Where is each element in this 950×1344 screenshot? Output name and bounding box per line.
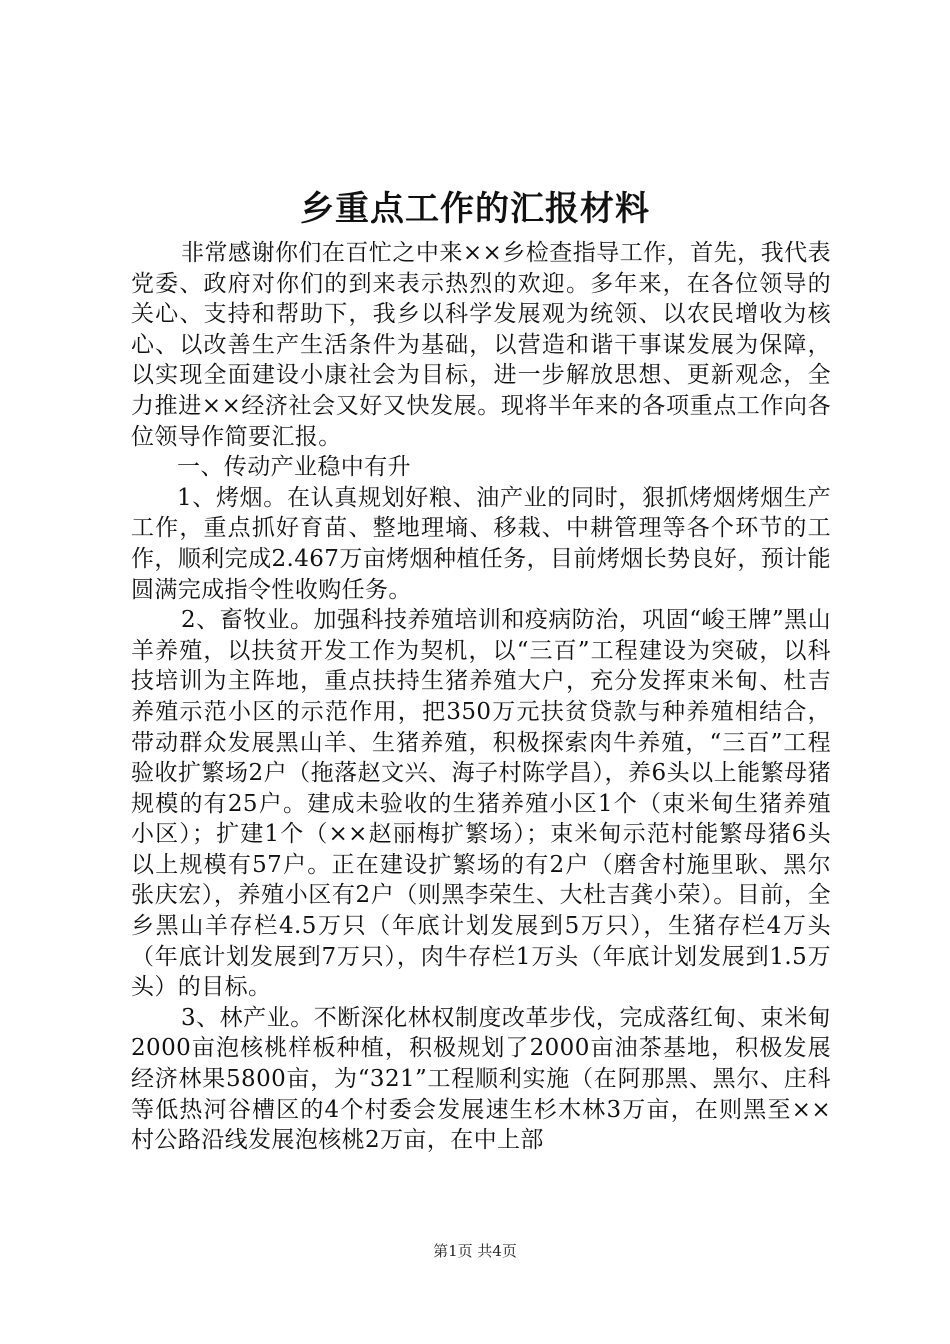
document-body xyxy=(131,238,831,1156)
forestry-paragraph: 3、林产业。不断深化林权制度改革步伐，完成落红甸、束米甸2000亩泡核桃样板种植，积极规划了2000亩油茶基地，积极发展经济林果5800亩，为“321”工程顺利实施（在阿那黑、黑尔、庄科等低热河谷槽区的4个村委会发展速生杉木林3万亩，在则黑至××村公路沿线发展泡核桃2万亩，在中上部 xyxy=(131,1004,831,1154)
document-title: 乡重点工作的汇报材料 xyxy=(300,189,650,229)
intro-paragraph: 非常感谢你们在百忙之中来××乡检查指导工作，首先，我代表党委、政府对你们的到来表示热烈的欢迎。多年来，在各位领导的关心、支持和帮助下，我乡以科学发展观为统领、以农民增收为核心、以改善生产生活条件为基础，以营造和谐干事谋发展为保障，以实现全面建设小康社会为目标，进一步解放思想、更新观念，全力推进××经济社会又好又快发展。现将半年来的各项重点工作向各位领导作简要汇报。 xyxy=(131,240,831,450)
section-heading: 一、传动产业稳中有升 xyxy=(177,454,411,481)
page-number-footer: 第1页 共4页 xyxy=(433,1242,517,1260)
livestock-paragraph: 2、畜牧业。加强科技养殖培训和疫病防治，巩固“峻王牌”黑山羊养殖，以扶贫开发工作为契机，以“三百”工程建设为突破，以科技培训为主阵地，重点扶持生猪养殖大户，充分发挥束米甸、杜吉养殖示范小区的示范作用，把350万元扶贫贷款与种养殖相结合，带动群众发展黑山羊、生猪养殖，积极探索肉牛养殖，“三百”工程验收扩繁场2户（拖落赵文兴、海子村陈学昌），养6头以上能繁母猪规模的有25户。建成未验收的生猪养殖小区1个（束米甸生猪养殖小区）；扩建1个（××赵丽梅扩繁场）；束米甸示范村能繁母猪6头以上规模有57户。正在建设扩繁场的有2户（磨舍村施里耿、黑尔张庆宏），养殖小区有2户（则黑李荣生、大杜吉龚小荣）。目前，全乡黑山羊存栏4.5万只（年底计划发展到5万只），生猪存栏4万头（年底计划发展到7万只），肉牛存栏1万头（年底计划发展到1.5万头）的目标。 xyxy=(131,607,831,1001)
tobacco-paragraph: 1、烤烟。在认真规划好粮、油产业的同时，狠抓烤烟烤烟生产工作，重点抓好育苗、整地理墒、移栽、中耕管理等各个环节的工作，顺利完成2.467万亩烤烟种植任务，目前烤烟长势良好，预计能圆满完成指令性收购任务。 xyxy=(131,484,831,603)
